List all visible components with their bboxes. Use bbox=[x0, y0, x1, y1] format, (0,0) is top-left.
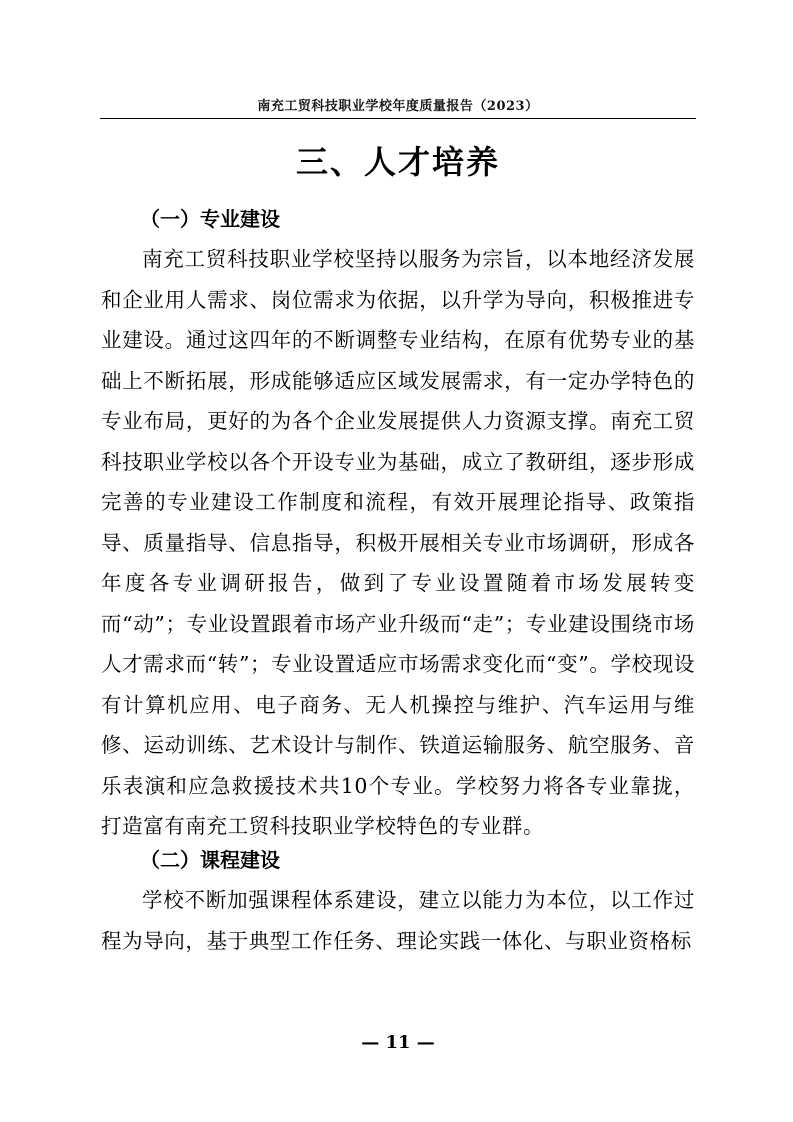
running-header: 南充工贸科技职业学校年度质量报告（2023） bbox=[257, 99, 539, 114]
page-number: — 11 — bbox=[361, 1032, 435, 1053]
section-paragraph-curriculum-construction: 学校不断加强课程体系建设，建立以能力为本位，以工作过程为导向，基于典型工作任务、理论实践一体化、与职业资格标 bbox=[101, 888, 695, 953]
section-heading-curriculum-construction: （二）课程建设 bbox=[140, 848, 280, 872]
section-paragraph-major-construction: 南充工贸科技职业学校坚持以服务为宗旨，以本地经济发展和企业用人需求、岗位需求为依据，以升学为导向，积极推进专业建设。通过这四年的不断调整专业结构，在原有优势专业的基础上不断拓展，形成能够适应区域发展需求，有一定办学特色的专业布局，更好的为各个企业发展提供人力资源支撑。南充工贸科技职业学校以各个开设专业为基础，成立了教研组，逐步形成完善的专业建设工作制度和流程，有效开展理论指导、政策指导、质量指导、信息指导，积极开展相关专业市场调研，形成各年度各专业调研报告，做到了专业设置随着市场发展转变而“动”；专业设置跟着市场产业升级而“走”；专业建设围绕市场人才需求而“转”；专业设置适应市场需求变化而“变”。学校现设有计算机应用、电子商务、无人机操控与维护、汽车运用与维修、运动训练、艺术设计与制作、铁道运输服务、航空服务、音乐表演和应急救援技术共10个专业。学校努力将各专业靠拢，打造富有南充工贸科技职业学校特色的专业群。 bbox=[101, 247, 695, 838]
header-divider bbox=[100, 118, 696, 119]
section-heading-major-construction: （一）专业建设 bbox=[140, 207, 280, 231]
chapter-title: 三、人才培养 bbox=[295, 143, 500, 181]
